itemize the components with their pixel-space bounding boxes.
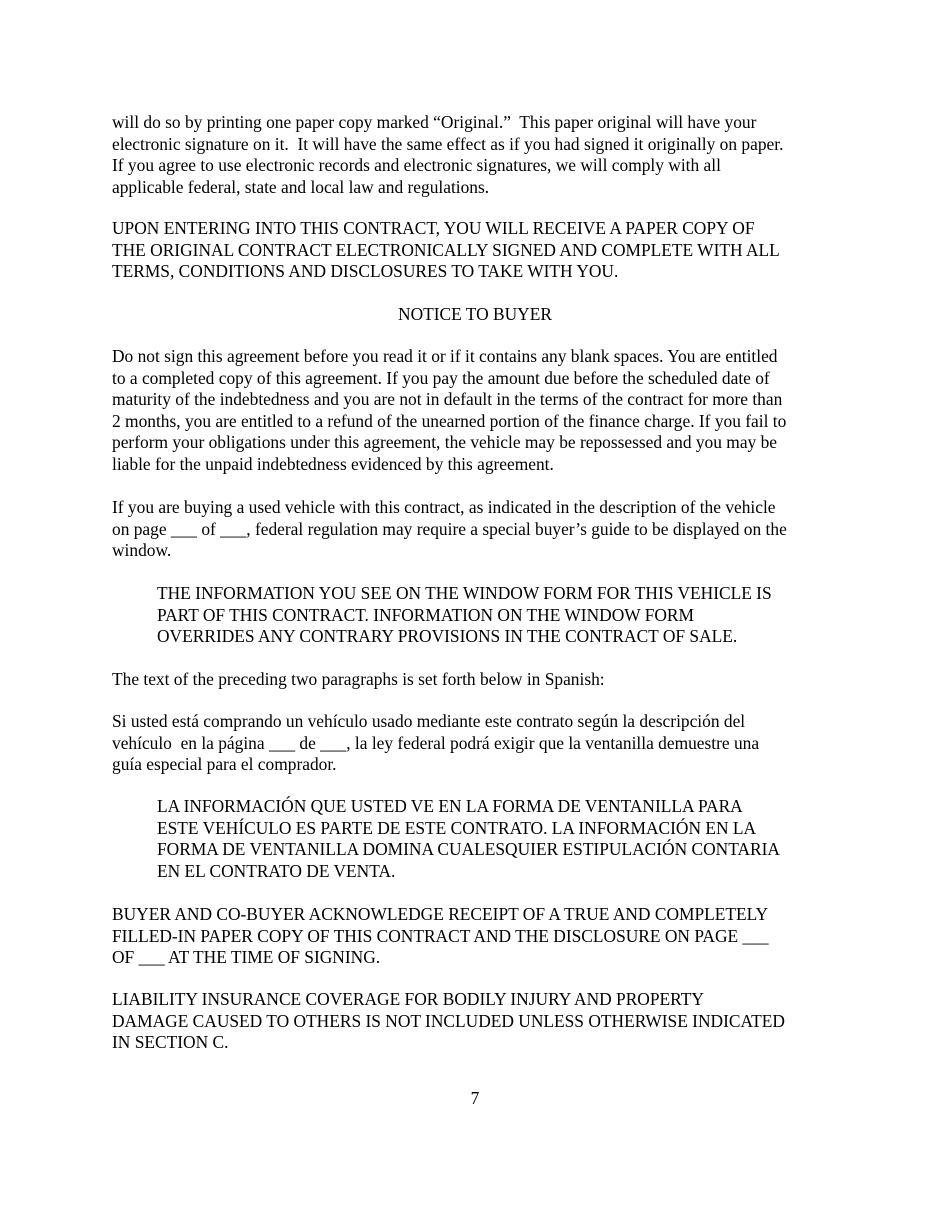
text-line: OVERRIDES ANY CONTRARY PROVISIONS IN THE CONTRACT OF SALE. [157,626,738,646]
text-line: Si usted está comprando un vehículo usado mediante este contrato según la descripción del [112,711,746,731]
text-line: UPON ENTERING INTO THIS CONTRACT, YOU WILL RECEIVE A PAPER COPY OF [112,218,755,238]
text-line: EN EL CONTRATO DE VENTA. [157,860,396,881]
text-line: vehículo en la página ___ de ___, la ley federal podrá exigir que la ventanilla demuestre una [112,732,760,753]
text-line: perform your obligations under this agreement, the vehicle may be repossessed and you may be [112,432,777,452]
text-line: If you are buying a used vehicle with this contract, as indicated in the description of the vehicle [112,497,776,517]
text-line: IN SECTION C. [112,1032,229,1052]
text-line: OF ___ AT THE TIME OF SIGNING. [112,947,381,967]
text-line: window. [112,540,172,560]
text-line: DAMAGE CAUSED TO OTHERS IS NOT INCLUDED UNLESS OTHERWISE INDICATED [112,1010,785,1031]
spanish-used-vehicle-paragraph [112,711,842,776]
text-line: THE INFORMATION YOU SEE ON THE WINDOW FORM FOR THIS VEHICLE IS [157,583,772,603]
notice-heading: NOTICE TO BUYER [398,304,552,324]
page-number: 7 [470,1088,480,1108]
text-line: guía especial para el comprador. [112,754,337,774]
text-line: applicable federal, state and local law and regulations. [112,176,490,197]
text-line: liable for the unpaid indebtedness evidenced by this agreement. [112,453,554,474]
liability-insurance-paragraph [112,989,842,1054]
text-line: will do so by printing one paper copy marked “Original.” This paper original will have your [112,112,757,132]
text-line: 2 months, you are entitled to a refund of the unearned portion of the finance charge. If you fail to [112,410,787,431]
used-vehicle-paragraph [112,497,842,562]
text-line: If you agree to use electronic records and electronic signatures, we will comply with all [112,155,721,175]
spanish-intro-paragraph [112,669,842,691]
text-line: LIABILITY INSURANCE COVERAGE FOR BODILY INJURY AND PROPERTY [112,989,704,1009]
spanish-window-form-paragraph [157,796,842,882]
text-line: BUYER AND CO-BUYER ACKNOWLEDGE RECEIPT OF A TRUE AND COMPLETELY [112,904,769,924]
acknowledgement-paragraph [112,904,842,969]
text-line: Do not sign this agreement before you read it or if it contains any blank spaces. You are entitled [112,346,778,366]
text-line: The text of the preceding two paragraphs is set forth below in Spanish: [112,669,605,689]
text-line: maturity of the indebtedness and you are not in default in the terms of the contract for more than [112,389,783,409]
text-line: electronic signature on it. It will have the same effect as if you had signed it originally on paper. [112,133,784,154]
text-line: PART OF THIS CONTRACT. INFORMATION ON THE WINDOW FORM [157,604,694,625]
window-form-paragraph [157,583,842,648]
text-line: FORMA DE VENTANILLA DOMINA CUALESQUIER ESTIPULACIÓN CONTARIA [157,839,780,859]
notice-to-buyer-paragraph [112,346,842,475]
text-line: TERMS, CONDITIONS AND DISCLOSURES TO TAKE WITH YOU. [112,261,619,281]
paper-copy-paragraph [112,218,842,283]
text-line: FILLED-IN PAPER COPY OF THIS CONTRACT AND THE DISCLOSURE ON PAGE ___ [112,925,769,946]
text-line: ESTE VEHÍCULO ES PARTE DE ESTE CONTRATO. LA INFORMACIÓN EN LA [157,817,757,838]
text-line: LA INFORMACIÓN QUE USTED VE EN LA FORMA DE VENTANILLA PARA [157,796,743,816]
text-line: on page ___ of ___, federal regulation may require a special buyer’s guide to be displayed on the [112,518,787,539]
text-line: to a completed copy of this agreement. If you pay the amount due before the scheduled date of [112,367,770,388]
text-line: THE ORIGINAL CONTRACT ELECTRONICALLY SIGNED AND COMPLETE WITH ALL [112,239,780,260]
electronic-signature-paragraph [112,112,842,198]
